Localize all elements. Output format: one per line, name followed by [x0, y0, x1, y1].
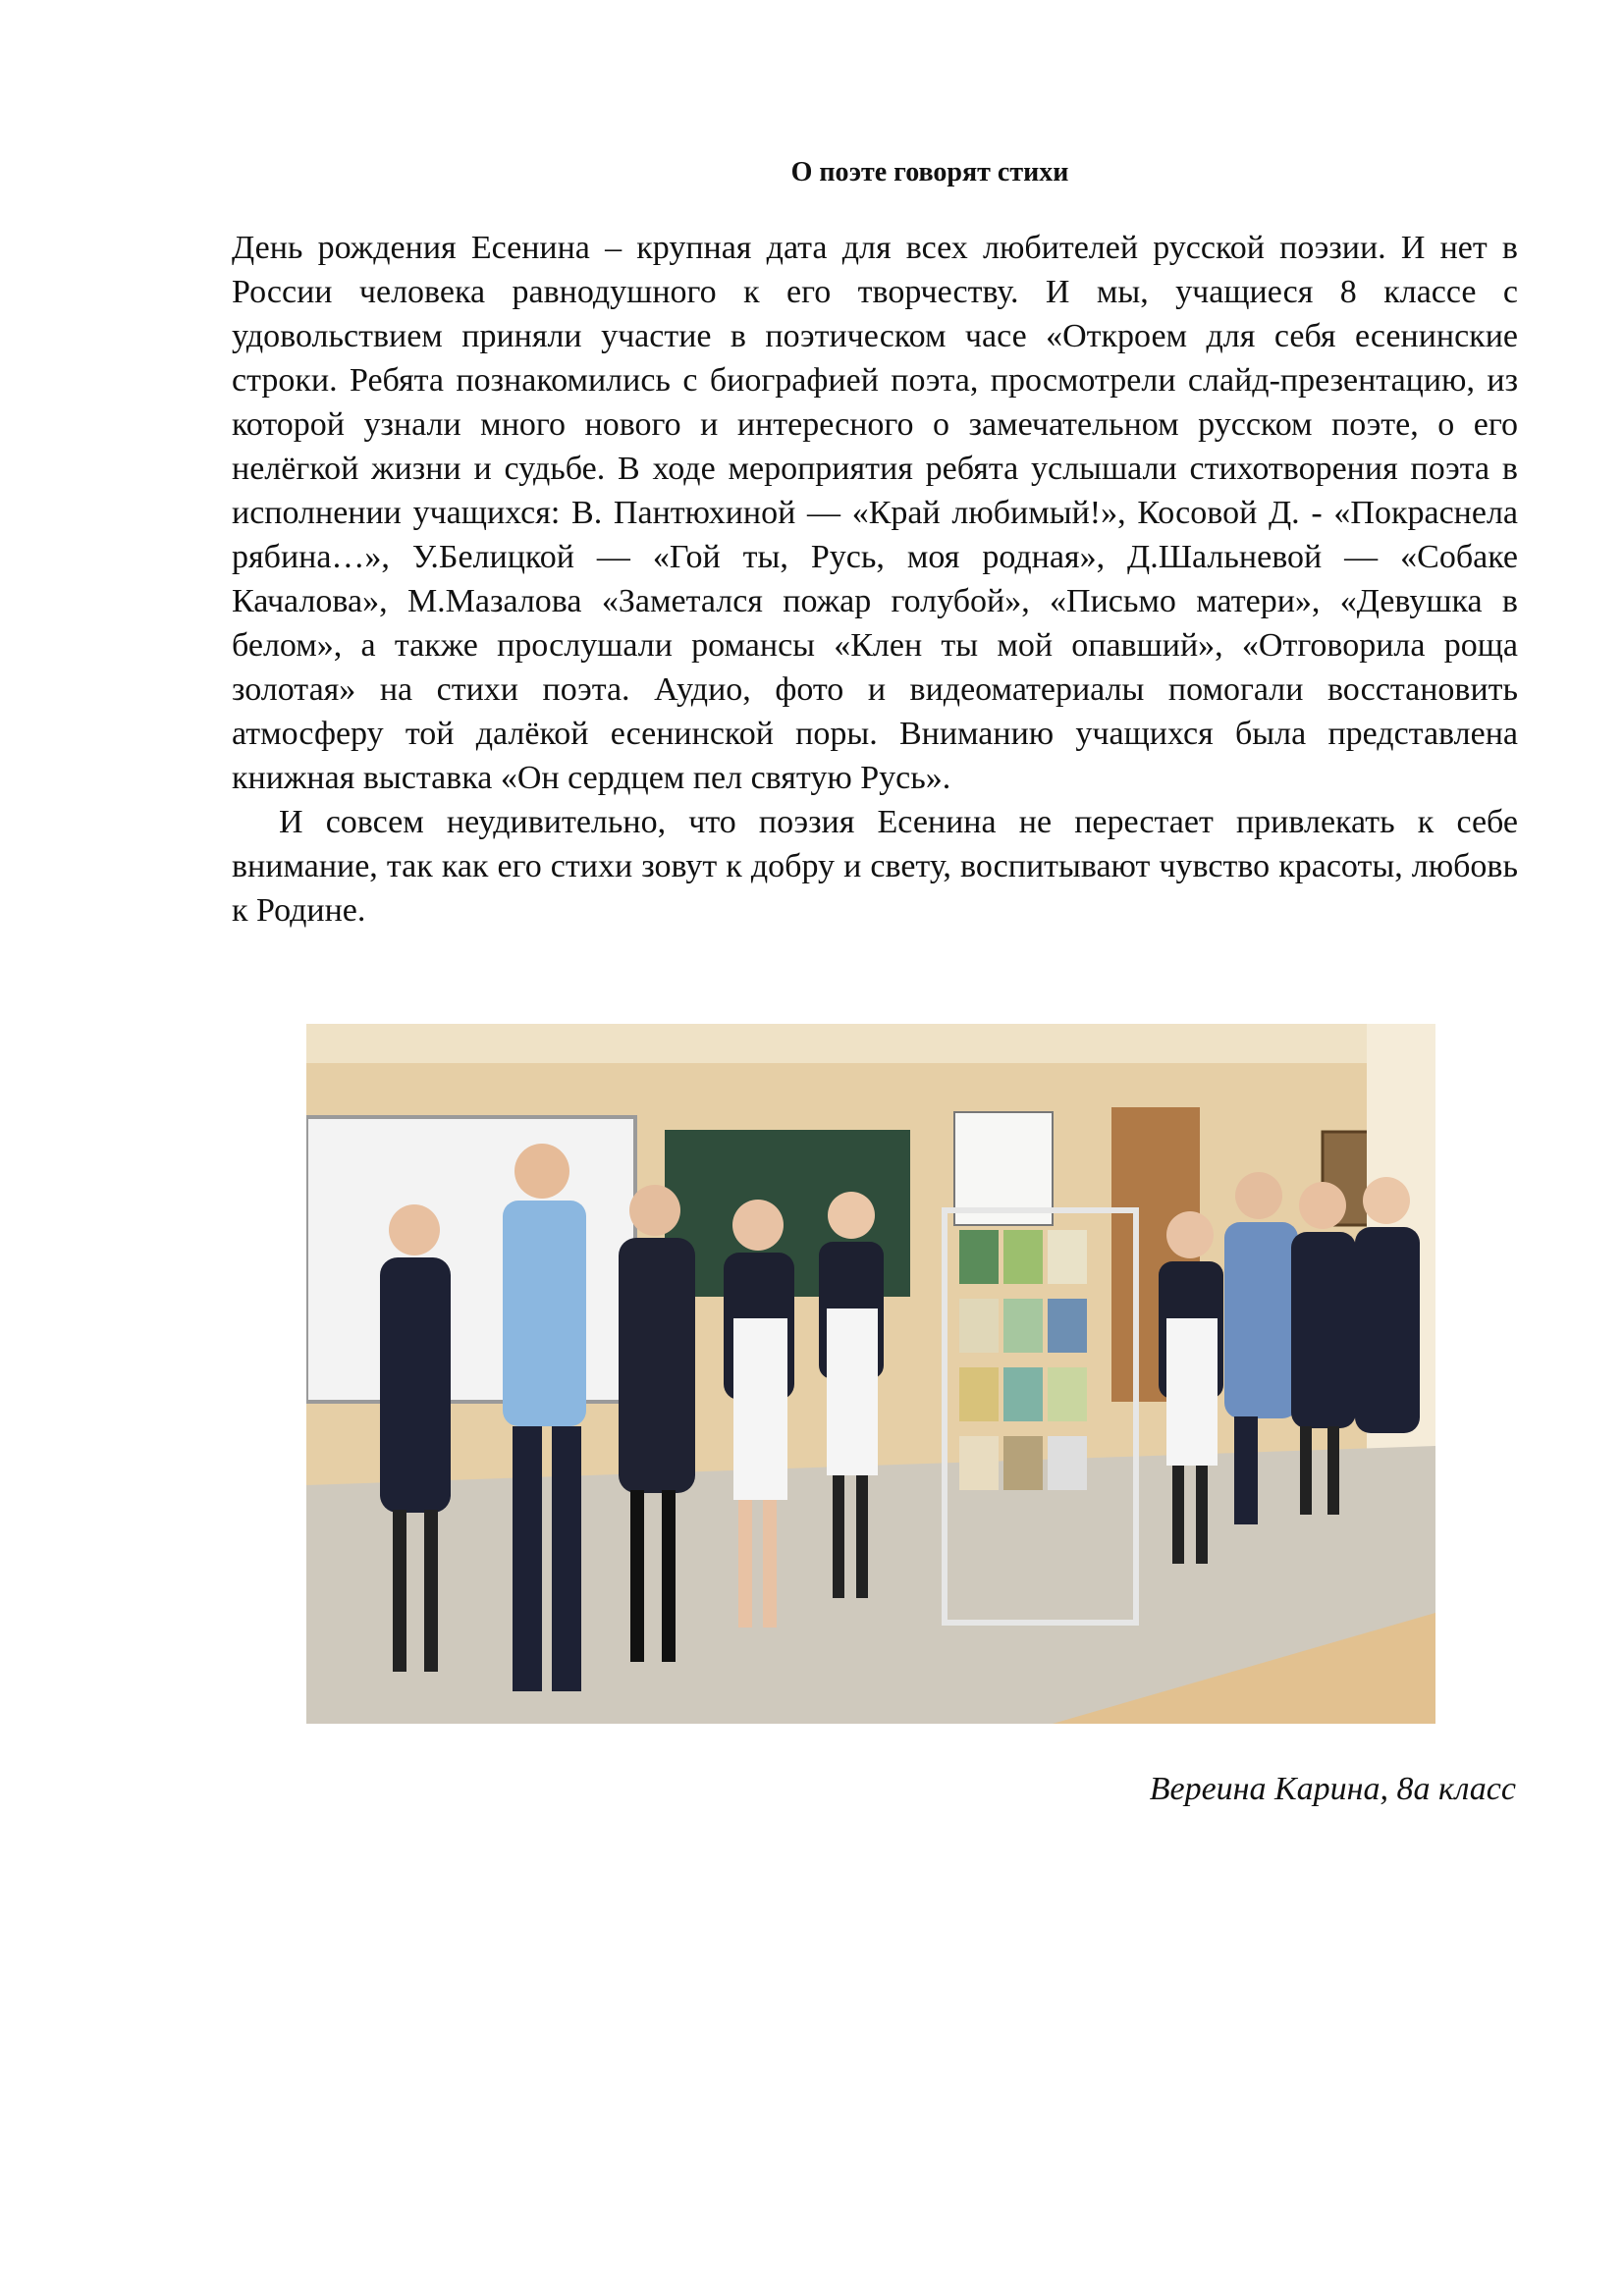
- photo-book: [1048, 1299, 1087, 1353]
- article-body: [232, 226, 1518, 933]
- page-title: О поэте говорят стихи: [790, 157, 1069, 187]
- paragraph-1: День рождения Есенина – крупная дата для всех любителей русской поэзии. И нет в России человека равнодушного к его творчеству. И мы, учащиеся 8 классе с удовольствием приняли участие в поэтическом часе «Откроем для себя есенинские строки. Ребята познакомились с биографией поэта, просмотрели слайд-презентацию, из которой узнали много нового и интересного о замечательном русском поэте, о его нелёгкой жизни и судьбе. В ходе мероприятия ребята услышали стихотворения поэта в исполнении учащихся: В. Пантюхиной — «Край любимый!», Косовой Д. - «Покраснела рябина…», У.Белицкой — «Гой ты, Русь, моя родная», Д.Шальневой — «Собаке Качалова», М.Мазалова «Заметался пожар голубой», «Письмо матери», «Девушка в белом», а также прослушали романсы «Клен ты мой опавший», «Отговорила роща золотая» на стихи поэта. Аудио, фото и видеоматериалы помогали восстановить атмосферу той далёкой есенинской поры. Вниманию учащихся была представлена книжная выставка «Он сердцем пел святую Русь».: [232, 230, 1518, 796]
- photo-book: [959, 1230, 999, 1284]
- photo-book: [1048, 1436, 1087, 1490]
- photo-book: [1003, 1299, 1043, 1353]
- photo-book: [1048, 1230, 1087, 1284]
- photo-book: [1003, 1367, 1043, 1421]
- photo-ceiling: [306, 1024, 1435, 1063]
- photo-book: [959, 1299, 999, 1353]
- author-caption: Вереина Карина, 8а класс: [1149, 1771, 1516, 1807]
- photo-illustration: [306, 1024, 1435, 1724]
- photo-book: [959, 1436, 999, 1490]
- photo-book: [1048, 1367, 1087, 1421]
- photo-book: [1003, 1230, 1043, 1284]
- photo-book: [1003, 1436, 1043, 1490]
- class-group-photo: [306, 1024, 1435, 1724]
- photo-book: [959, 1367, 999, 1421]
- paragraph-2: И совсем неудивительно, что поэзия Есенина не перестает привлекать к себе внимание, так как его стихи зовут к добру и свету, воспитывают чувство красоты, любовь к Родине.: [232, 804, 1518, 929]
